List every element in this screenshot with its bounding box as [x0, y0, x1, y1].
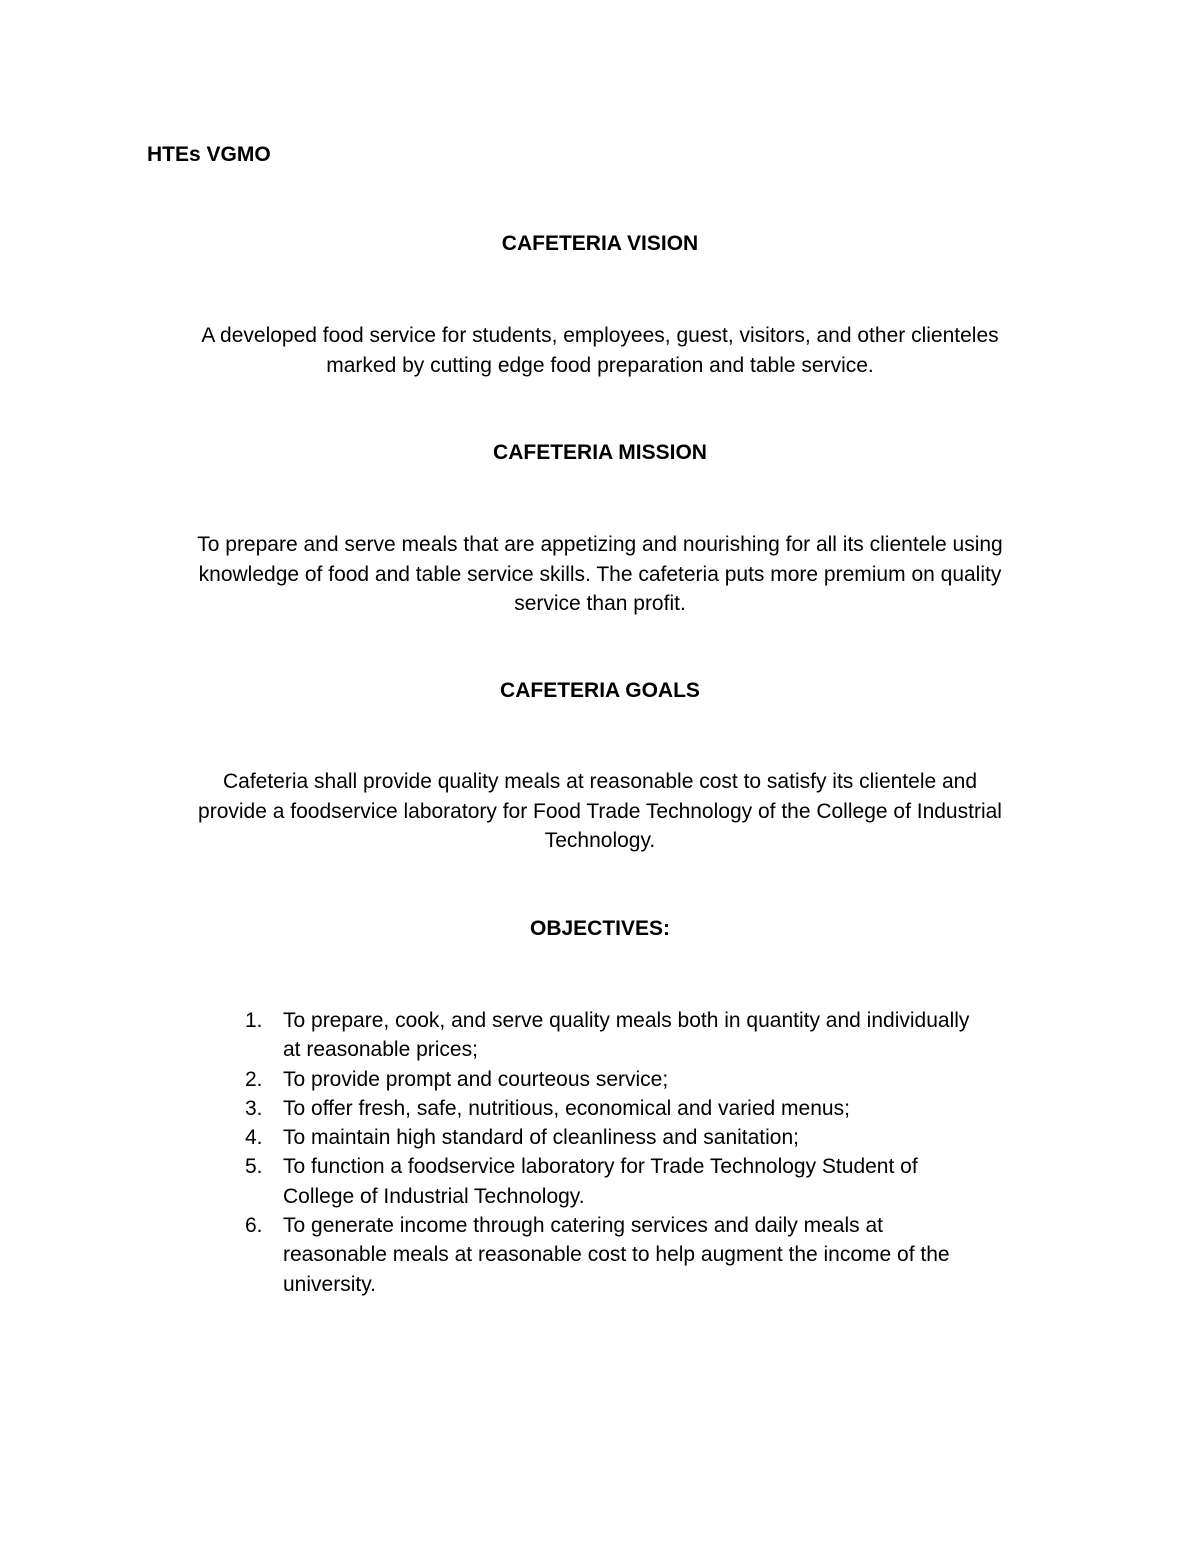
list-item-text: at reasonable prices;	[283, 1038, 478, 1062]
list-number: 2.	[245, 1067, 263, 1091]
list-item-text: university.	[283, 1272, 376, 1296]
list-item-text: To generate income through catering services and daily meals at	[283, 1214, 883, 1238]
list-number: 5.	[245, 1155, 263, 1179]
list-number: 6.	[245, 1214, 263, 1238]
mission-line: service than profit.	[514, 592, 686, 615]
goals-line: Technology.	[544, 829, 656, 852]
list-item-text: To prepare, cook, and serve quality meals both in quantity and individually	[283, 1009, 970, 1032]
objectives-heading: OBJECTIVES:	[529, 917, 671, 940]
mission-heading: CAFETERIA MISSION	[493, 441, 707, 464]
list-item	[240, 1065, 1070, 1094]
list-number: 4.	[245, 1126, 263, 1150]
list-item-text: To offer fresh, safe, nutritious, economical and varied menus;	[283, 1096, 850, 1120]
document-title: HTEs VGMO	[147, 143, 271, 166]
vision-text	[140, 321, 1060, 380]
list-number: 1.	[245, 1009, 263, 1032]
list-item-text: To function a foodservice laboratory for Trade Technology Student of	[283, 1155, 918, 1179]
mission-text	[140, 530, 1060, 619]
goals-line: provide a foodservice laboratory for Food Trade Technology of the College of Industrial	[198, 799, 1002, 823]
list-item	[240, 1006, 1070, 1065]
goals-text	[140, 767, 1060, 856]
list-item	[240, 1094, 1070, 1123]
vision-heading: CAFETERIA VISION	[501, 232, 699, 255]
goals-heading: CAFETERIA GOALS	[500, 679, 700, 702]
vision-line: A developed food service for students, employees, guest, visitors, and other clienteles	[201, 324, 999, 347]
list-item	[240, 1211, 1070, 1299]
objectives-list	[240, 1006, 1070, 1299]
list-item-text: College of Industrial Technology.	[283, 1184, 585, 1208]
mission-line: knowledge of food and table service skills. The cafeteria puts more premium on quality	[198, 562, 1002, 586]
mission-line: To prepare and serve meals that are appetizing and nourishing for all its clientele using	[197, 533, 1003, 556]
list-item-text: reasonable meals at reasonable cost to help augment the income of the	[283, 1243, 950, 1267]
list-item-text: To provide prompt and courteous service;	[283, 1067, 669, 1091]
goals-line: Cafeteria shall provide quality meals at reasonable cost to satisfy its clientele and	[222, 770, 978, 793]
list-item	[240, 1152, 1070, 1211]
list-item	[240, 1123, 1070, 1152]
list-item-text: To maintain high standard of cleanliness and sanitation;	[283, 1126, 799, 1150]
vision-line: marked by cutting edge food preparation and table service.	[326, 353, 874, 377]
list-number: 3.	[245, 1096, 263, 1120]
